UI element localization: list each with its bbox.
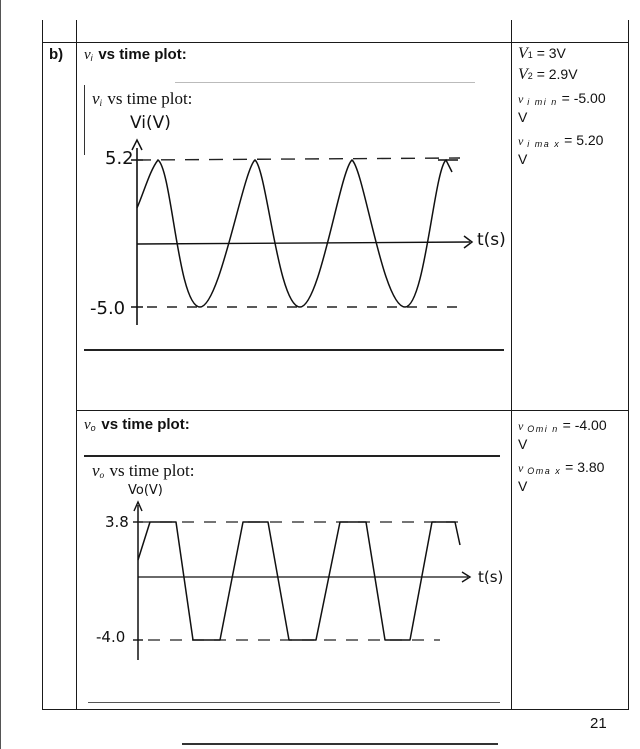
vimin-subscript: i mi n: [527, 97, 558, 107]
section1-heading-subscript: i: [90, 53, 95, 63]
vomax-value: [518, 460, 604, 474]
vimin-unit: V: [518, 109, 528, 125]
page-number: 21: [590, 715, 607, 732]
v2-symbol: V: [518, 66, 528, 83]
vomax-symbol: v: [518, 461, 524, 475]
v1-value: [518, 46, 566, 62]
plot1-title: [92, 89, 193, 110]
plot2-y-axis-label: Vo(V): [128, 483, 163, 498]
vomin-symbol: v: [518, 419, 524, 433]
plot2-title-text: vs time plot:: [105, 461, 195, 480]
vimax-value: [518, 133, 603, 147]
row-label: b): [49, 46, 64, 63]
plot1-bottom-rule: [84, 349, 504, 351]
table-col-divider-2: [511, 20, 512, 710]
vimax-symbol: v: [518, 134, 524, 148]
plot1-title-text: vs time plot:: [103, 89, 193, 108]
vomax-unit: V: [518, 478, 528, 494]
plot2-x-arrow: [462, 572, 470, 582]
vimin-value-text: = -5.00: [561, 90, 606, 106]
table-left-border: [42, 20, 43, 710]
section1-heading-text: vs time plot:: [94, 46, 187, 63]
section2-heading-symbol: v: [84, 417, 91, 433]
plot1-frame-left: [84, 85, 85, 155]
plot2-y-top-tick: 3.8: [105, 513, 129, 531]
vomax-value-text: = 3.80: [565, 459, 605, 475]
section1-heading: [84, 47, 187, 63]
table-col-divider-1: [76, 20, 77, 710]
plot1-title-symbol: v: [92, 89, 100, 108]
v1-subscript: 1: [527, 50, 533, 60]
table-right-border: [628, 20, 629, 710]
plot2-bottom-rule: [88, 702, 500, 703]
plot2-y-arrow: [134, 502, 142, 511]
section1-heading-symbol: v: [84, 47, 91, 63]
plot2-top-rule: [84, 455, 500, 457]
v1-value-text: = 3V: [536, 45, 566, 61]
section2-heading-text: vs time plot:: [97, 416, 190, 433]
plot1-title-subscript: i: [99, 99, 104, 110]
vimin-value: [518, 91, 606, 105]
table-row-mid: [76, 410, 629, 411]
v2-value-text: = 2.9V: [536, 66, 578, 82]
plot1-top-rule: [175, 82, 475, 83]
table-row-top: [42, 42, 629, 43]
v2-subscript: 2: [527, 71, 533, 81]
vomax-subscript: Oma x: [527, 466, 562, 476]
vomin-value: [518, 418, 607, 432]
vimax-subscript: i ma x: [527, 139, 561, 149]
plot2-y-bottom-tick: -4.0: [96, 628, 126, 646]
page-left-edge: [0, 0, 1, 749]
plot2-x-axis-label: t(s): [478, 568, 504, 586]
plot1-x-axis-label: t(s): [477, 230, 506, 250]
plot1-y-bottom-tick: -5.0: [90, 298, 126, 319]
vomin-subscript: Omi n: [527, 424, 559, 434]
plot2-waveform: [138, 522, 460, 640]
vomin-value-text: = -4.00: [562, 417, 607, 433]
plot1-y-top-tick: 5.2: [105, 148, 134, 169]
plot1-x-axis: [137, 242, 470, 244]
footer-rule: [182, 743, 498, 745]
section2-heading-subscript: o: [90, 423, 98, 433]
vomin-unit: V: [518, 436, 528, 452]
plot2-title-symbol: v: [92, 461, 100, 480]
table-row-bottom: [42, 709, 629, 710]
plot2-title-subscript: o: [99, 471, 106, 482]
plot2-title: [92, 461, 195, 482]
section2-heading: [84, 417, 190, 433]
vimax-value-text: = 5.20: [564, 132, 604, 148]
plot1-waveform: [137, 160, 452, 307]
plot1-y-axis-label: Vi(V): [130, 113, 171, 133]
v1-symbol: V: [518, 45, 528, 62]
vimax-unit: V: [518, 151, 528, 167]
plot1-x-arrow: [464, 236, 472, 248]
plot1-max-dashed-line: [137, 158, 460, 160]
vimin-symbol: v: [518, 92, 524, 106]
v2-value: [518, 67, 578, 83]
